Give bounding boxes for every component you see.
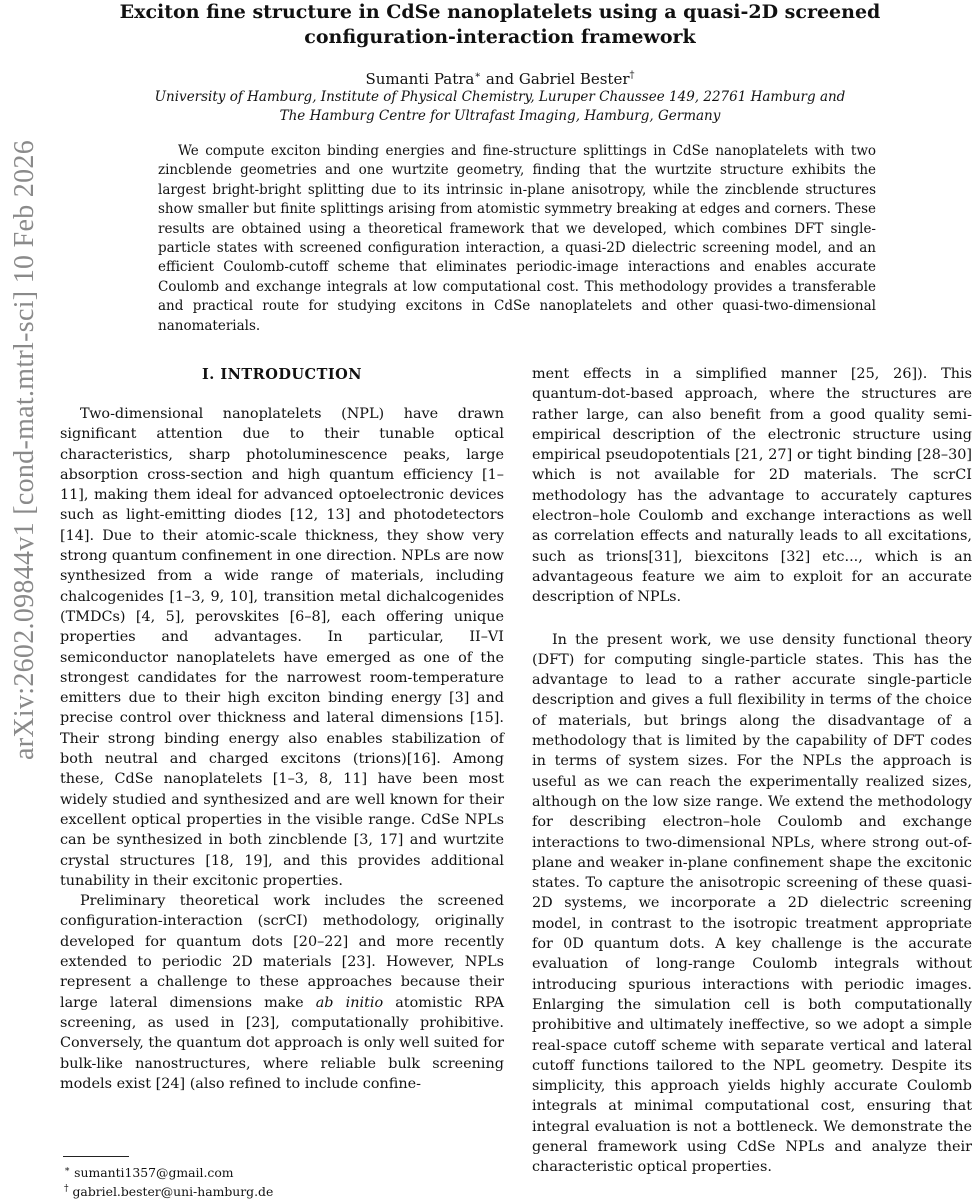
affiliation-line: The Hamburg Centre for Ultrafast Imaging, Hamburg, Germany (279, 108, 721, 124)
footnote-email: gabriel.bester@uni-hamburg.de (72, 1184, 274, 1200)
affiliation (100, 88, 900, 126)
left-column (60, 404, 504, 1094)
author-name: Sumanti Patra (365, 70, 475, 88)
abstract (158, 142, 876, 336)
footnote-email-2 (64, 1181, 464, 1200)
footnotes (64, 1162, 464, 1200)
footnote-divider (63, 1156, 129, 1157)
footnote-mark: † (64, 1184, 69, 1195)
footnote-email-1 (64, 1162, 464, 1181)
author-conjunction: and (481, 70, 519, 88)
section-heading: I. INTRODUCTION (201, 366, 363, 383)
author-name: Gabriel Bester (518, 70, 630, 88)
footnote-email: sumanti1357@gmail.com (74, 1165, 234, 1181)
arxiv-identifier-sidebar: arXiv:2602.09844v1 [cond-mat.mtrl-sci] 10 Feb 2026 (9, 140, 40, 761)
body-paragraph (60, 891, 504, 1094)
body-paragraph: Two-dimensional nanoplatelets (NPL) have drawn significant attention due to their tunable optical characteristics, sharp photoluminescence peaks, large absorption cross-section and high quantum efficiency [1–11], making them ideal for advanced optoelectronic devices such as light-emitting diodes [12, 13] and photodetectors [14]. Due to their atomic-scale thickness, they show very strong quantum confinement in one direction. NPLs are now synthesized from a wide range of materials, including chalcogenides [1–3, 9, 10], transition metal dichalcogenides (TMDCs) [4, 5], perovskites [6–8], each offering unique properties and advantages. In particular, II–VI semiconductor nanoplatelets have emerged as one of the strongest candidates for the narrowest room-temperature emitters due to their high exciton binding energy [3] and precise control over thickness and lateral dimensions [15]. Their strong binding energy also enables stabilization of both neutral and charged excitons (trions)[16]. Among these, CdSe nanoplatelets [1–3, 8, 11] have been most widely studied and synthesized and are well known for their excellent optical properties in the visible range. CdSe NPLs can be synthesized in both zincblende [3, 17] and wurtzite crystal structures [18, 19], and this provides additional tunability in their excitonic properties. (60, 406, 504, 889)
body-paragraph: ment effects in a simplified manner [25, 26]). This quantum-dot-based approach, where the structures are rather large, can also benefit from a good quality semi-empirical description of the electronic structure using empirical pseudopotentials [21, 27] or tight binding [28–30] which is not available for 2D materials. The scrCI methodology has the advantage to accurately captures electron–hole Coulomb and exchange interactions as well as correlation effects and naturally leads to all excitations, such as trions[31], biexcitons [32] etc..., which is an advantageous feature we aim to exploit for an accurate description of NPLs. (532, 366, 972, 606)
affiliation-line: University of Hamburg, Institute of Physical Chemistry, Luruper Chaussee 149, 22761 Hamburg and (154, 89, 846, 105)
body-text: atomistic RPA screening, as used in [23], computationally prohibitive. Conversely, the quantum dot approach is only well suited for bulk-like nanostructures, where reliable bulk screening models exist [24] (also refined to include confine- (60, 994, 504, 1092)
footnote-mark: ∗ (64, 1165, 71, 1175)
paper-title: Exciton fine structure in CdSe nanoplatelets using a quasi-2D screened configuration-interaction framework (119, 1, 881, 48)
author-list (100, 66, 900, 89)
body-text-italic: ab initio (315, 994, 384, 1011)
author-footnote-mark: † (629, 70, 635, 81)
right-column (532, 364, 972, 1178)
author-footnote-mark: ∗ (474, 70, 482, 81)
body-paragraph: In the present work, we use density functional theory (DFT) for computing single-particle states. This has the advantage to lead to a rather accurate single-particle description and gives a full flexibility in terms of the choice of materials, but brings along the disadvantage of a methodology that is limited by the capability of DFT codes in terms of system sizes. For the NPLs the approach is useful as we can reach the experimentally realized sizes, although on the low size range. We extend the methodology for describing electron–hole Coulomb and exchange interactions to two-dimensional NPLs, where strong out-of-plane and weaker in-plane confinement shape the excitonic states. To capture the anisotropic screening of these quasi-2D systems, we incorporate a 2D dielectric screening model, in contrast to the isotropic treatment appropriate for 0D quantum dots. A key challenge is the accurate evaluation of long-range Coulomb integrals without introducing spurious interactions with periodic images. Enlarging the simulation cell is both computationally prohibitive and ultimately ineffective, so we adopt a simple real-space cutoff scheme with separate vertical and lateral cutoff functions tailored to the NPL geometry. Despite its simplicity, this approach yields highly accurate Coulomb integrals at minimal computational cost, ensuring that integral evaluation is not a bottleneck. We demonstrate the general framework using CdSe NPLs and analyze their characteristic optical properties. (532, 631, 972, 1176)
abstract-text: We compute exciton binding energies and fine-structure splittings in CdSe nanoplatelets with two zincblende geometries and one wurtzite geometry, finding that the wurtzite structure exhibits the largest bright-bright splitting due to its intrinsic in-plane anisotropy, while the zincblende structures show smaller but finite splittings arising from atomistic symmetry breaking at edges and corners. These results are obtained using a theoretical framework that we developed, which combines DFT single-particle states with screened configuration interaction, a quasi-2D dielectric screening model, and an efficient Coulomb-cutoff scheme that eliminates periodic-image interactions and enables accurate Coulomb and exchange integrals at low computational cost. This methodology provides a transferable and practical route for studying excitons in CdSe nanoplatelets and other quasi-two-dimensional nanomaterials. (158, 143, 876, 334)
body-text: Preliminary theoretical work includes the screened configuration-interaction (scrCI) methodology, originally developed for quantum dots [20–22] and more recently extended to periodic 2D materials [23]. However, NPLs represent a challenge to these approaches because their large lateral dimensions make (60, 893, 504, 1011)
